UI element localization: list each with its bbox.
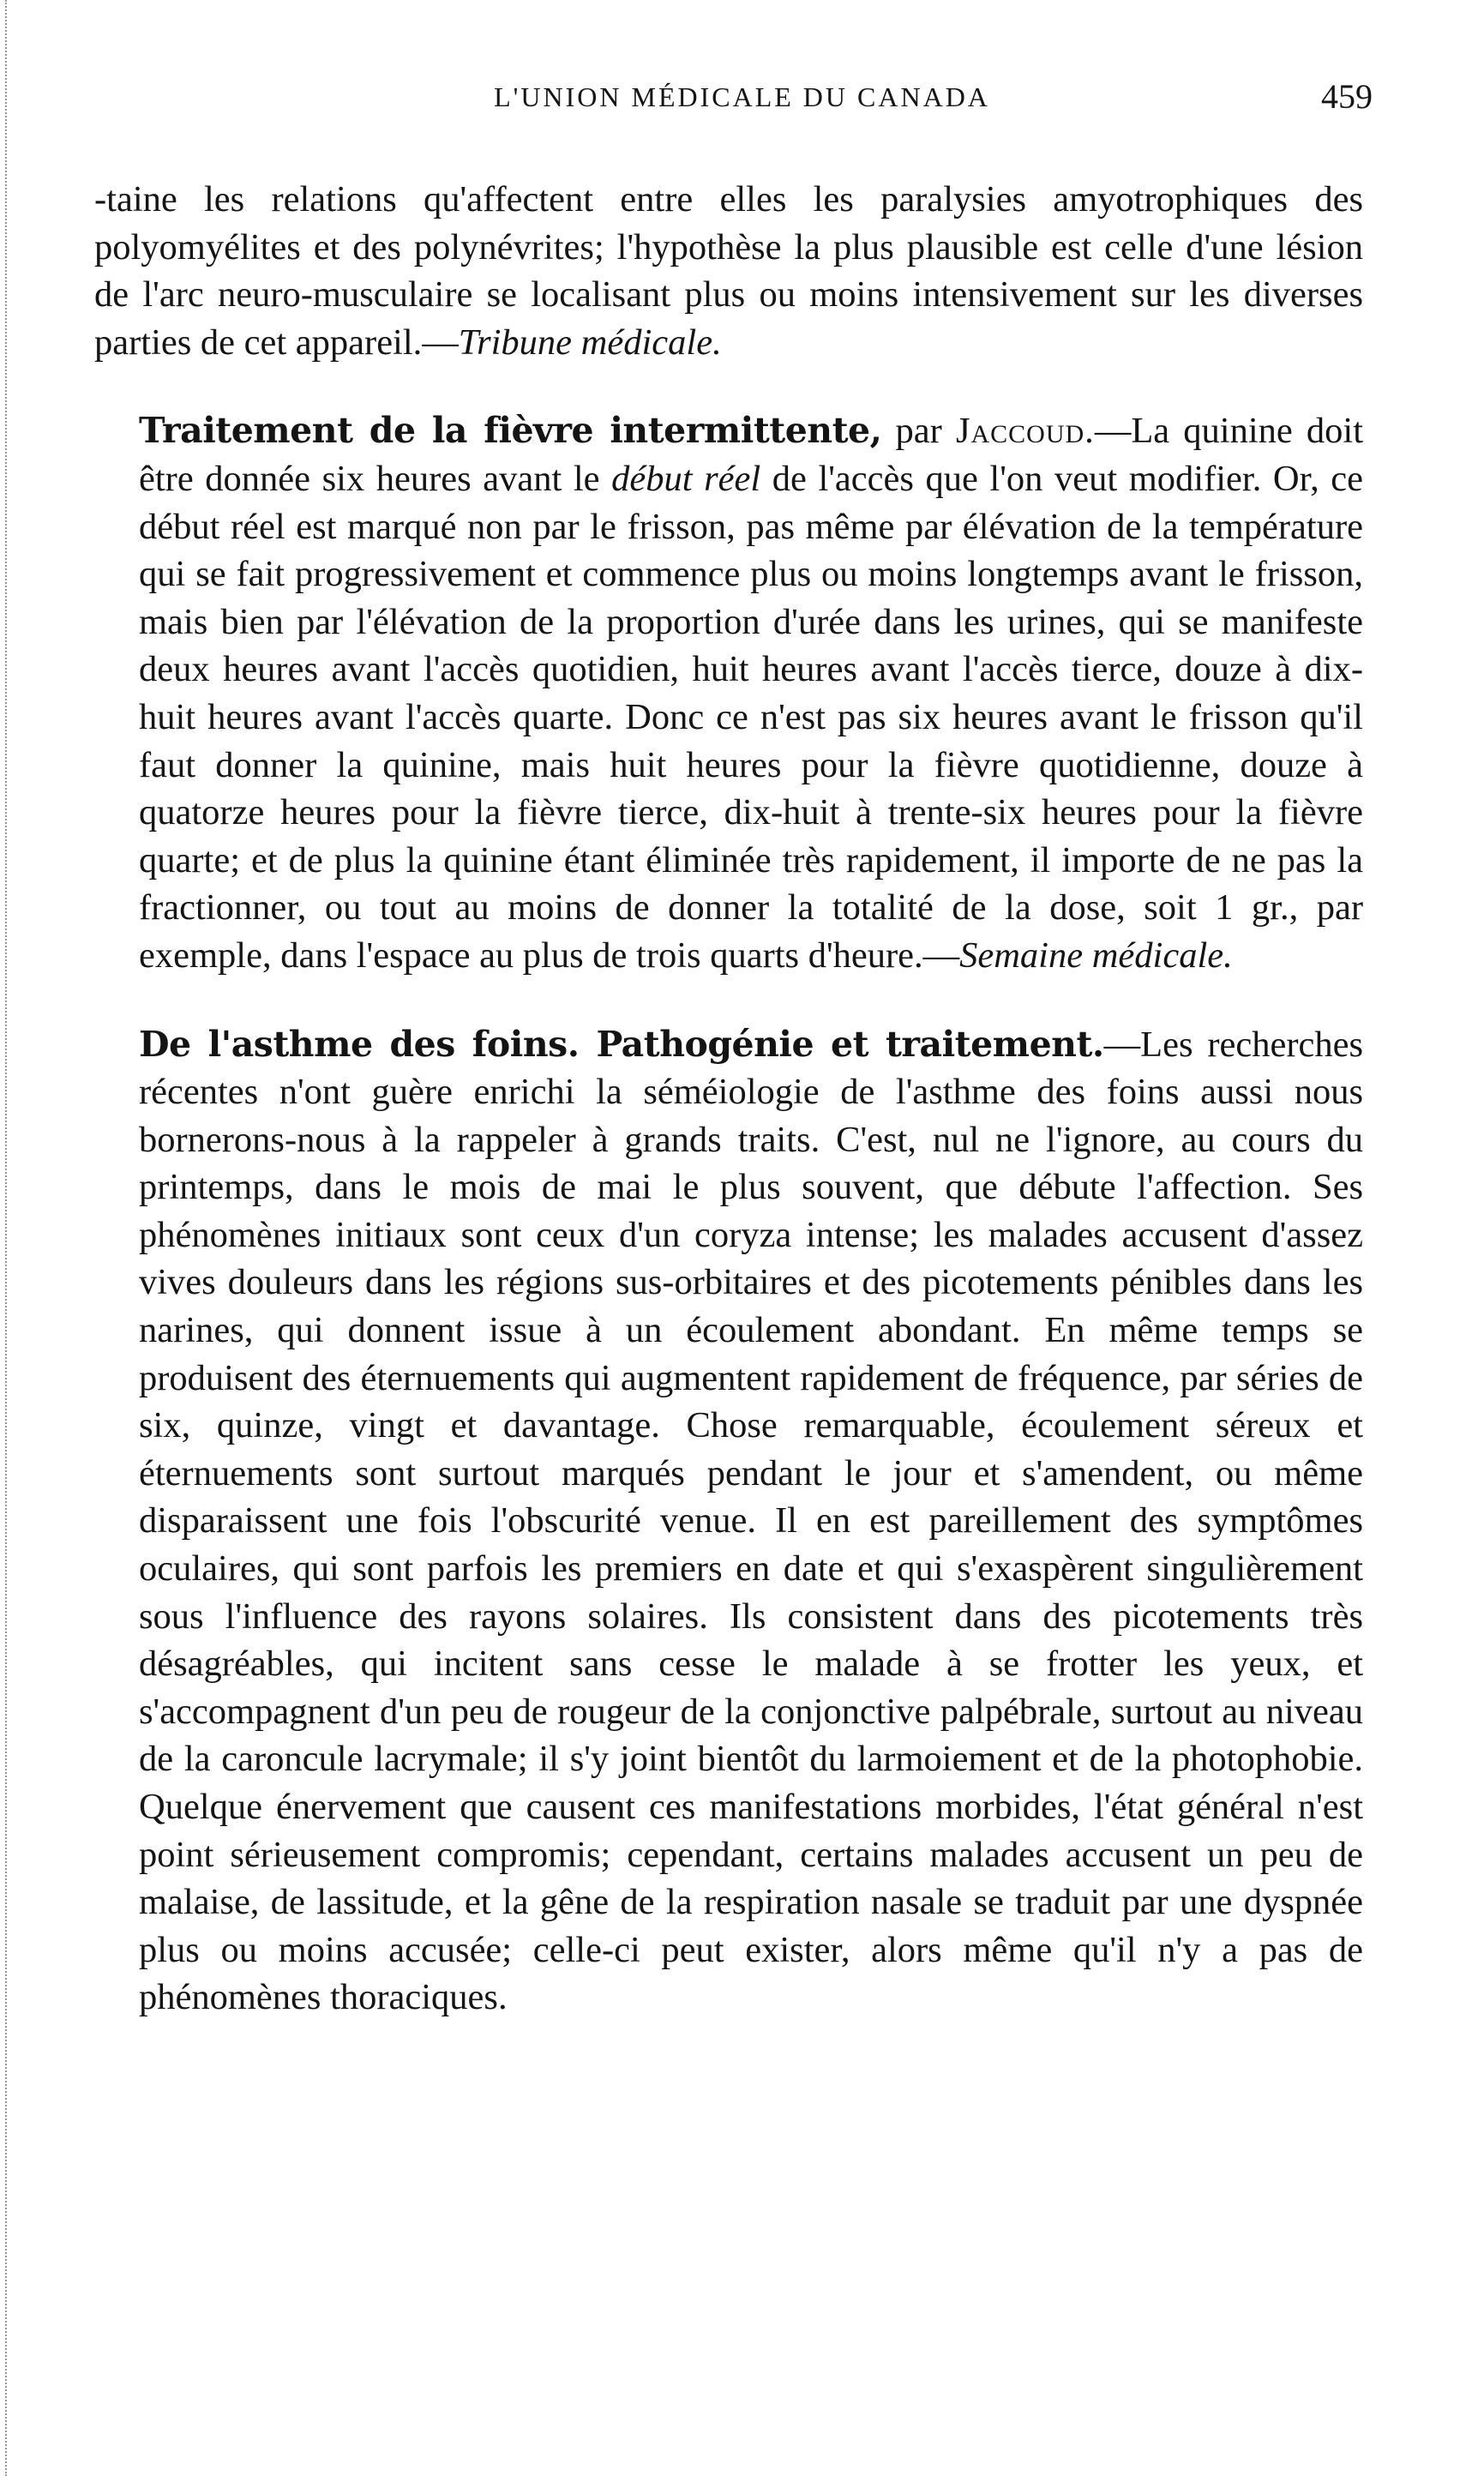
paragraph-paralysies <box>94 176 1363 366</box>
section-title: Traitement de la fièvre intermittente, <box>139 410 882 452</box>
source-citation: Tribune médicale. <box>458 322 722 363</box>
source-citation: Semaine médicale. <box>959 935 1233 976</box>
by-word: par <box>895 411 942 452</box>
emphasis-text: début réel <box>611 458 761 499</box>
running-title: L'UNION MÉDICALE DU CANADA <box>494 81 990 112</box>
paragraph-text: —La quinine doit être donnée six heures avant le <box>139 411 1364 499</box>
page-number: 459 <box>1321 77 1373 116</box>
section-gap <box>94 366 1363 407</box>
paragraph-text: -taine les relations qu'affectent entre elles les paralysies amyotrophiques des polyomyélites et des polynévrites; l'hypothèse la plus plausible est celle d'une lésion de l'arc neuro-musculaire se localisant plus ou moins intensivement sur les diverses parties de cet appareil.— <box>94 179 1363 363</box>
margin-dots <box>5 0 14 2476</box>
paragraph-fievre-intermittente <box>94 407 1363 979</box>
page-header <box>94 77 1390 133</box>
section-gap <box>94 980 1363 1021</box>
paragraph-text: de l'accès que l'on veut modifier. Or, ce début réel est marqué non par le frisson, pas même par élévation de la température qui se fait progressivement et commence plus ou moins longtemps avant le frisson, mais bien par l'élévation de la proportion d'urée dans les urines, qui se manifeste deux heures avant l'accès quotidien, huit heures avant l'accès tierce, douze à dix-huit heures avant l'accès quarte. Donc ce n'est pas six heures avant le frisson qu'il faut donner la quinine, mais huit heures pour la fièvre quotidienne, douze à quatorze heures pour la fièvre tierce, dix-huit à trente-six heures pour la fièvre quarte; et de plus la quinine étant éliminée très rapidement, il importe de ne pas la fractionner, ou tout au moins de donner la totalité de la dose, soit 1 gr., par exemple, dans l'espace au plus de trois quarts d'heure.— <box>139 458 1363 976</box>
section-title: De l'asthme des foins. Pathogénie et traitement. <box>139 1023 1104 1065</box>
paragraph-asthme-des-foins <box>94 1021 1363 2022</box>
author-name: Jaccoud. <box>955 411 1095 452</box>
paragraph-text: —Les recherches récentes n'ont guère enrichi la séméiologie de l'asthme des foins aussi nous bornerons-nous à la rappeler à grands traits. C'est, nul ne l'ignore, au cours du printemps, dans le mois de mai le plus souvent, que débute l'affection. Ses phénomènes initiaux sont ceux d'un coryza intense; les malades accusent d'assez vives douleurs dans les régions sus-orbitaires et des picotements pénibles dans les narines, qui donnent issue à un écoulement abondant. En même temps se produisent des éternuements qui augmentent rapidement de fréquence, par séries de six, quinze, vingt et davantage. Chose remarquable, écoulement séreux et éternuements sont surtout marqués pendant le jour et s'amendent, ou même disparaissent une fois l'obscurité venue. Il en est pareillement des symptômes oculaires, qui sont parfois les premiers en date et qui s'exaspèrent singulièrement sous l'influence des rayons solaires. Ils consistent dans des picotements très désagréables, qui incitent sans cesse le malade à se frotter les yeux, et s'accompagnent d'un peu de rougeur de la conjonctive palpébrale, surtout au niveau de la caroncule lacrymale; il s'y joint bientôt du larmoiement et de la photophobie. Quelque énervement que causent ces manifestations morbides, l'état général n'est point sérieusement compromis; cependant, certains malades accusent un peu de malaise, de lassitude, et la gêne de la respiration nasale se traduit par une dyspnée plus ou moins accusée; celle-ci peut exister, alors même qu'il n'y a pas de phénomènes thoraciques. <box>139 1024 1363 2018</box>
article-body <box>94 176 1363 2022</box>
